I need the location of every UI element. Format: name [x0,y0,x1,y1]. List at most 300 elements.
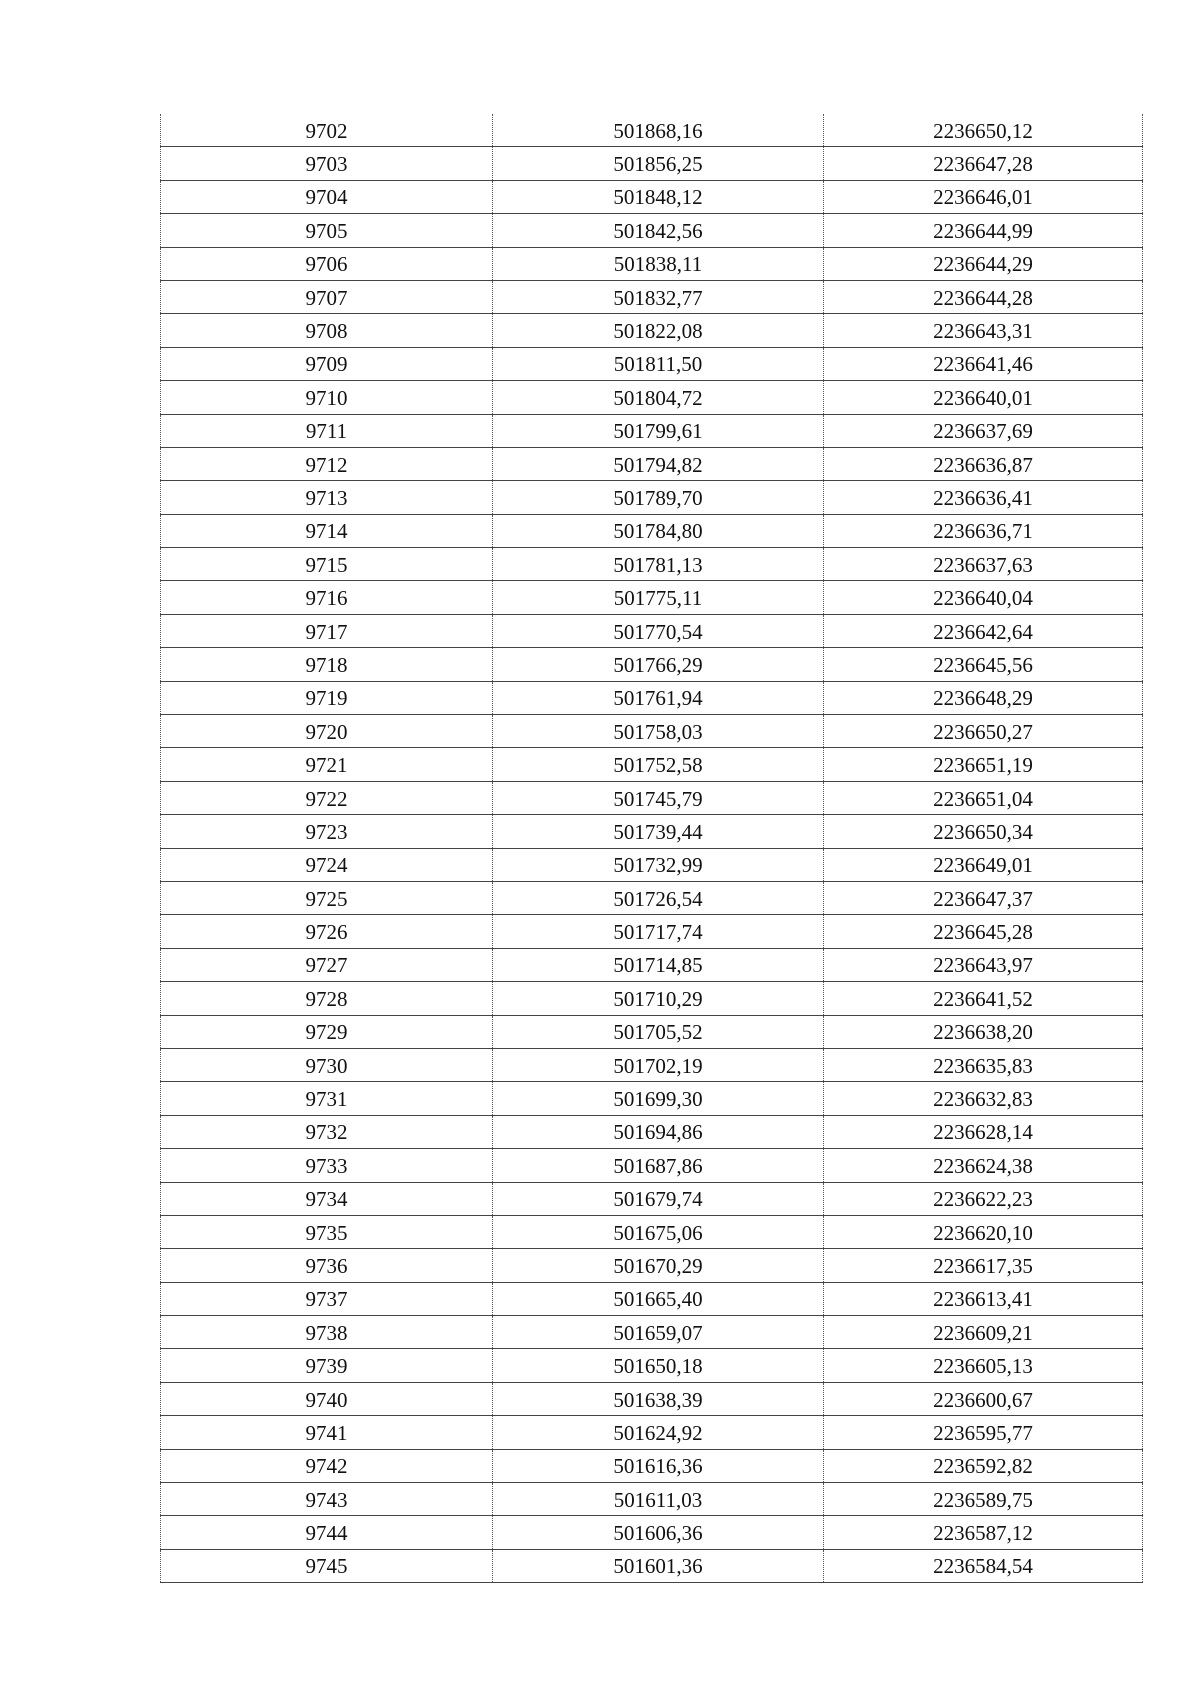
table-row [161,1115,1143,1148]
y-coordinate-cell [824,280,1143,313]
y-coordinate-cell [824,548,1143,581]
point-number-cell [161,881,493,914]
x-coordinate-cell [493,1382,824,1415]
cell-text: 501694,86 [613,1120,703,1145]
x-coordinate-cell [493,748,824,781]
point-number-cell [161,1449,493,1482]
table-row [161,681,1143,714]
point-number-cell [161,447,493,480]
cell-text: 2236637,69 [933,419,1033,444]
cell-text: 9738 [305,1320,348,1345]
y-coordinate-cell [824,1249,1143,1282]
cell-text: 2236650,27 [933,719,1033,744]
point-number-cell [161,1149,493,1182]
table-row [161,1449,1143,1482]
cell-text: 9722 [305,786,348,811]
y-coordinate-cell [824,1282,1143,1315]
y-coordinate-cell [824,147,1143,180]
cell-text: 9712 [305,452,348,477]
cell-text: 2236649,01 [933,853,1033,878]
point-number-cell [161,381,493,414]
y-coordinate-cell [824,848,1143,881]
y-coordinate-cell [824,481,1143,514]
point-number-cell [161,548,493,581]
cell-text: 9708 [305,319,348,344]
table-row [161,1349,1143,1382]
point-number-cell [161,614,493,647]
table-row [161,180,1143,213]
y-coordinate-cell [824,681,1143,714]
y-coordinate-cell [824,1182,1143,1215]
cell-text: 9707 [305,285,348,310]
cell-text: 2236595,77 [933,1420,1033,1445]
cell-text: 501717,74 [613,920,703,945]
point-number-cell [161,915,493,948]
cell-text: 2236651,04 [933,786,1033,811]
cell-text: 9706 [305,252,348,277]
y-coordinate-cell [824,114,1143,147]
table-row [161,781,1143,814]
table-row [161,915,1143,948]
cell-text: 2236622,23 [933,1187,1033,1212]
cell-text: 9714 [305,519,348,544]
cell-text: 501687,86 [613,1153,703,1178]
cell-text: 501838,11 [613,252,703,277]
x-coordinate-cell [493,247,824,280]
y-coordinate-cell [824,347,1143,380]
table-row [161,1015,1143,1048]
cell-text: 9731 [305,1087,348,1112]
y-coordinate-cell [824,247,1143,280]
point-number-cell [161,347,493,380]
y-coordinate-cell [824,982,1143,1015]
y-coordinate-cell [824,581,1143,614]
cell-text: 2236624,38 [933,1153,1033,1178]
cell-text: 9727 [305,953,348,978]
table-row [161,1215,1143,1248]
table-row [161,948,1143,981]
cell-text: 9711 [305,419,348,444]
cell-text: 501758,03 [613,719,703,744]
cell-text: 2236605,13 [933,1354,1033,1379]
point-number-cell [161,1015,493,1048]
cell-text: 501848,12 [613,185,703,210]
table-row [161,748,1143,781]
table-row [161,1082,1143,1115]
y-coordinate-cell [824,1416,1143,1449]
cell-text: 2236640,04 [933,586,1033,611]
cell-text: 9720 [305,719,348,744]
cell-text: 501675,06 [613,1220,703,1245]
cell-text: 2236617,35 [933,1253,1033,1278]
x-coordinate-cell [493,414,824,447]
cell-text: 9737 [305,1287,348,1312]
cell-text: 501752,58 [613,753,703,778]
cell-text: 501856,25 [613,152,703,177]
cell-text: 2236632,83 [933,1087,1033,1112]
x-coordinate-cell [493,180,824,213]
cell-text: 501702,19 [613,1053,703,1078]
table-row [161,447,1143,480]
point-number-cell [161,1215,493,1248]
y-coordinate-cell [824,1483,1143,1516]
cell-text: 501670,29 [613,1253,703,1278]
cell-text: 501799,61 [613,419,703,444]
x-coordinate-cell [493,1215,824,1248]
y-coordinate-cell [824,414,1143,447]
cell-text: 9723 [305,819,348,844]
y-coordinate-cell [824,381,1143,414]
point-number-cell [161,1349,493,1382]
x-coordinate-cell [493,581,824,614]
cell-text: 9713 [305,485,348,510]
cell-text: 9715 [305,552,348,577]
cell-text: 2236637,63 [933,552,1033,577]
table-row [161,1382,1143,1415]
cell-text: 501789,70 [613,485,703,510]
point-number-cell [161,715,493,748]
table-row [161,881,1143,914]
cell-text: 9726 [305,920,348,945]
cell-text: 9724 [305,853,348,878]
cell-text: 2236650,34 [933,819,1033,844]
cell-text: 2236609,21 [933,1320,1033,1345]
cell-text: 2236643,97 [933,953,1033,978]
table-row [161,381,1143,414]
cell-text: 9704 [305,185,348,210]
x-coordinate-cell [493,915,824,948]
cell-text: 2236592,82 [933,1454,1033,1479]
y-coordinate-cell [824,447,1143,480]
y-coordinate-cell [824,1549,1143,1582]
y-coordinate-cell [824,748,1143,781]
y-coordinate-cell [824,881,1143,914]
cell-text: 9734 [305,1187,348,1212]
cell-text: 501761,94 [613,686,703,711]
cell-text: 2236643,31 [933,319,1033,344]
table-row [161,1516,1143,1549]
x-coordinate-cell [493,1282,824,1315]
point-number-cell [161,948,493,981]
y-coordinate-cell [824,314,1143,347]
x-coordinate-cell [493,1048,824,1081]
cell-text: 2236584,54 [933,1554,1033,1579]
cell-text: 9705 [305,218,348,243]
table-row [161,581,1143,614]
cell-text: 9709 [305,352,348,377]
table-row [161,481,1143,514]
cell-text: 501705,52 [613,1020,703,1045]
cell-text: 2236641,52 [933,986,1033,1011]
cell-text: 2236600,67 [933,1387,1033,1412]
y-coordinate-cell [824,915,1143,948]
point-number-cell [161,1048,493,1081]
table-row [161,614,1143,647]
cell-text: 9719 [305,686,348,711]
point-number-cell [161,1249,493,1282]
y-coordinate-cell [824,1082,1143,1115]
x-coordinate-cell [493,715,824,748]
x-coordinate-cell [493,347,824,380]
cell-text: 501832,77 [613,285,703,310]
y-coordinate-cell [824,1316,1143,1349]
point-number-cell [161,1483,493,1516]
point-number-cell [161,648,493,681]
x-coordinate-cell [493,648,824,681]
point-number-cell [161,147,493,180]
cell-text: 2236651,19 [933,753,1033,778]
x-coordinate-cell [493,781,824,814]
cell-text: 501650,18 [613,1354,703,1379]
table-row [161,1549,1143,1582]
x-coordinate-cell [493,114,824,147]
point-number-cell [161,247,493,280]
point-number-cell [161,681,493,714]
x-coordinate-cell [493,1549,824,1582]
y-coordinate-cell [824,781,1143,814]
cell-text: 501659,07 [613,1320,703,1345]
table-row [161,1316,1143,1349]
cell-text: 501770,54 [613,619,703,644]
cell-text: 501822,08 [613,319,703,344]
cell-text: 9733 [305,1153,348,1178]
cell-text: 501739,44 [613,819,703,844]
y-coordinate-cell [824,1382,1143,1415]
cell-text: 2236613,41 [933,1287,1033,1312]
cell-text: 2236640,01 [933,385,1033,410]
x-coordinate-cell [493,681,824,714]
table-row [161,147,1143,180]
cell-text: 501606,36 [613,1521,703,1546]
table-row [161,214,1143,247]
cell-text: 2236650,12 [933,118,1033,143]
cell-text: 501811,50 [613,352,703,377]
y-coordinate-cell [824,948,1143,981]
x-coordinate-cell [493,614,824,647]
point-number-cell [161,815,493,848]
table-row [161,1416,1143,1449]
point-number-cell [161,114,493,147]
point-number-cell [161,280,493,313]
table-row [161,1048,1143,1081]
table-row [161,1249,1143,1282]
point-number-cell [161,1516,493,1549]
cell-text: 2236636,87 [933,452,1033,477]
point-number-cell [161,848,493,881]
cell-text: 2236636,41 [933,485,1033,510]
table-row [161,848,1143,881]
cell-text: 2236587,12 [933,1521,1033,1546]
cell-text: 501804,72 [613,385,703,410]
cell-text: 2236644,99 [933,218,1033,243]
cell-text: 501781,13 [613,552,703,577]
cell-text: 2236635,83 [933,1053,1033,1078]
table-row [161,280,1143,313]
point-number-cell [161,514,493,547]
x-coordinate-cell [493,881,824,914]
cell-text: 9729 [305,1020,348,1045]
y-coordinate-cell [824,815,1143,848]
table-row [161,114,1143,147]
y-coordinate-cell [824,1115,1143,1148]
point-number-cell [161,748,493,781]
point-number-cell [161,1316,493,1349]
cell-text: 9725 [305,886,348,911]
cell-text: 501766,29 [613,652,703,677]
point-number-cell [161,581,493,614]
point-number-cell [161,180,493,213]
cell-text: 9740 [305,1387,348,1412]
cell-text: 2236644,29 [933,252,1033,277]
table-row [161,1483,1143,1516]
x-coordinate-cell [493,314,824,347]
cell-text: 9728 [305,986,348,1011]
cell-text: 9718 [305,652,348,677]
table-row [161,347,1143,380]
x-coordinate-cell [493,982,824,1015]
table-row [161,815,1143,848]
x-coordinate-cell [493,1249,824,1282]
x-coordinate-cell [493,514,824,547]
x-coordinate-cell [493,280,824,313]
cell-text: 9716 [305,586,348,611]
y-coordinate-cell [824,214,1143,247]
table-row [161,715,1143,748]
cell-text: 9703 [305,152,348,177]
table-row [161,414,1143,447]
y-coordinate-cell [824,514,1143,547]
y-coordinate-cell [824,1149,1143,1182]
x-coordinate-cell [493,1449,824,1482]
cell-text: 2236620,10 [933,1220,1033,1245]
x-coordinate-cell [493,447,824,480]
x-coordinate-cell [493,147,824,180]
cell-text: 9730 [305,1053,348,1078]
cell-text: 9744 [305,1521,348,1546]
cell-text: 501794,82 [613,452,703,477]
cell-text: 2236646,01 [933,185,1033,210]
cell-text: 2236645,28 [933,920,1033,945]
table-row [161,1282,1143,1315]
x-coordinate-cell [493,1516,824,1549]
cell-text: 501616,36 [613,1454,703,1479]
cell-text: 9739 [305,1354,348,1379]
y-coordinate-cell [824,180,1143,213]
cell-text: 9745 [305,1554,348,1579]
point-number-cell [161,1115,493,1148]
y-coordinate-cell [824,1449,1143,1482]
cell-text: 9717 [305,619,348,644]
point-number-cell [161,1549,493,1582]
x-coordinate-cell [493,1182,824,1215]
y-coordinate-cell [824,715,1143,748]
y-coordinate-cell [824,1516,1143,1549]
cell-text: 2236642,64 [933,619,1033,644]
cell-text: 501611,03 [613,1487,703,1512]
y-coordinate-cell [824,1215,1143,1248]
point-number-cell [161,314,493,347]
cell-text: 9732 [305,1120,348,1145]
cell-text: 501710,29 [613,986,703,1011]
cell-text: 9743 [305,1487,348,1512]
x-coordinate-cell [493,848,824,881]
cell-text: 2236648,29 [933,686,1033,711]
cell-text: 501624,92 [613,1420,703,1445]
cell-text: 9736 [305,1253,348,1278]
y-coordinate-cell [824,614,1143,647]
cell-text: 501638,39 [613,1387,703,1412]
cell-text: 2236644,28 [933,285,1033,310]
x-coordinate-cell [493,1082,824,1115]
cell-text: 501699,30 [613,1087,703,1112]
x-coordinate-cell [493,214,824,247]
point-number-cell [161,1282,493,1315]
x-coordinate-cell [493,1149,824,1182]
cell-text: 9721 [305,753,348,778]
cell-text: 501665,40 [613,1287,703,1312]
cell-text: 501726,54 [613,886,703,911]
cell-text: 9741 [305,1420,348,1445]
x-coordinate-cell [493,1115,824,1148]
cell-text: 501679,74 [613,1187,703,1212]
point-number-cell [161,1082,493,1115]
cell-text: 501601,36 [613,1554,703,1579]
cell-text: 501842,56 [613,218,703,243]
y-coordinate-cell [824,1048,1143,1081]
cell-text: 9742 [305,1454,348,1479]
cell-text: 501745,79 [613,786,703,811]
point-number-cell [161,214,493,247]
table-row [161,314,1143,347]
point-number-cell [161,1416,493,1449]
cell-text: 2236636,71 [933,519,1033,544]
y-coordinate-cell [824,648,1143,681]
x-coordinate-cell [493,548,824,581]
table-row [161,548,1143,581]
x-coordinate-cell [493,948,824,981]
point-number-cell [161,781,493,814]
cell-text: 2236647,37 [933,886,1033,911]
cell-text: 9735 [305,1220,348,1245]
table-row [161,648,1143,681]
coordinates-table-body [161,114,1143,1583]
x-coordinate-cell [493,481,824,514]
point-number-cell [161,1382,493,1415]
point-number-cell [161,1182,493,1215]
x-coordinate-cell [493,1015,824,1048]
x-coordinate-cell [493,381,824,414]
cell-text: 9702 [305,118,348,143]
y-coordinate-cell [824,1015,1143,1048]
cell-text: 501714,85 [613,953,703,978]
cell-text: 501784,80 [613,519,703,544]
x-coordinate-cell [493,1349,824,1382]
table-row [161,247,1143,280]
coordinates-table [160,114,1143,1583]
cell-text: 2236638,20 [933,1020,1033,1045]
cell-text: 2236628,14 [933,1120,1033,1145]
cell-text: 501732,99 [613,853,703,878]
cell-text: 501775,11 [613,586,703,611]
x-coordinate-cell [493,1316,824,1349]
x-coordinate-cell [493,1483,824,1516]
table-row [161,514,1143,547]
y-coordinate-cell [824,1349,1143,1382]
cell-text: 501868,16 [613,118,703,143]
cell-text: 2236647,28 [933,152,1033,177]
x-coordinate-cell [493,815,824,848]
cell-text: 2236641,46 [933,352,1033,377]
